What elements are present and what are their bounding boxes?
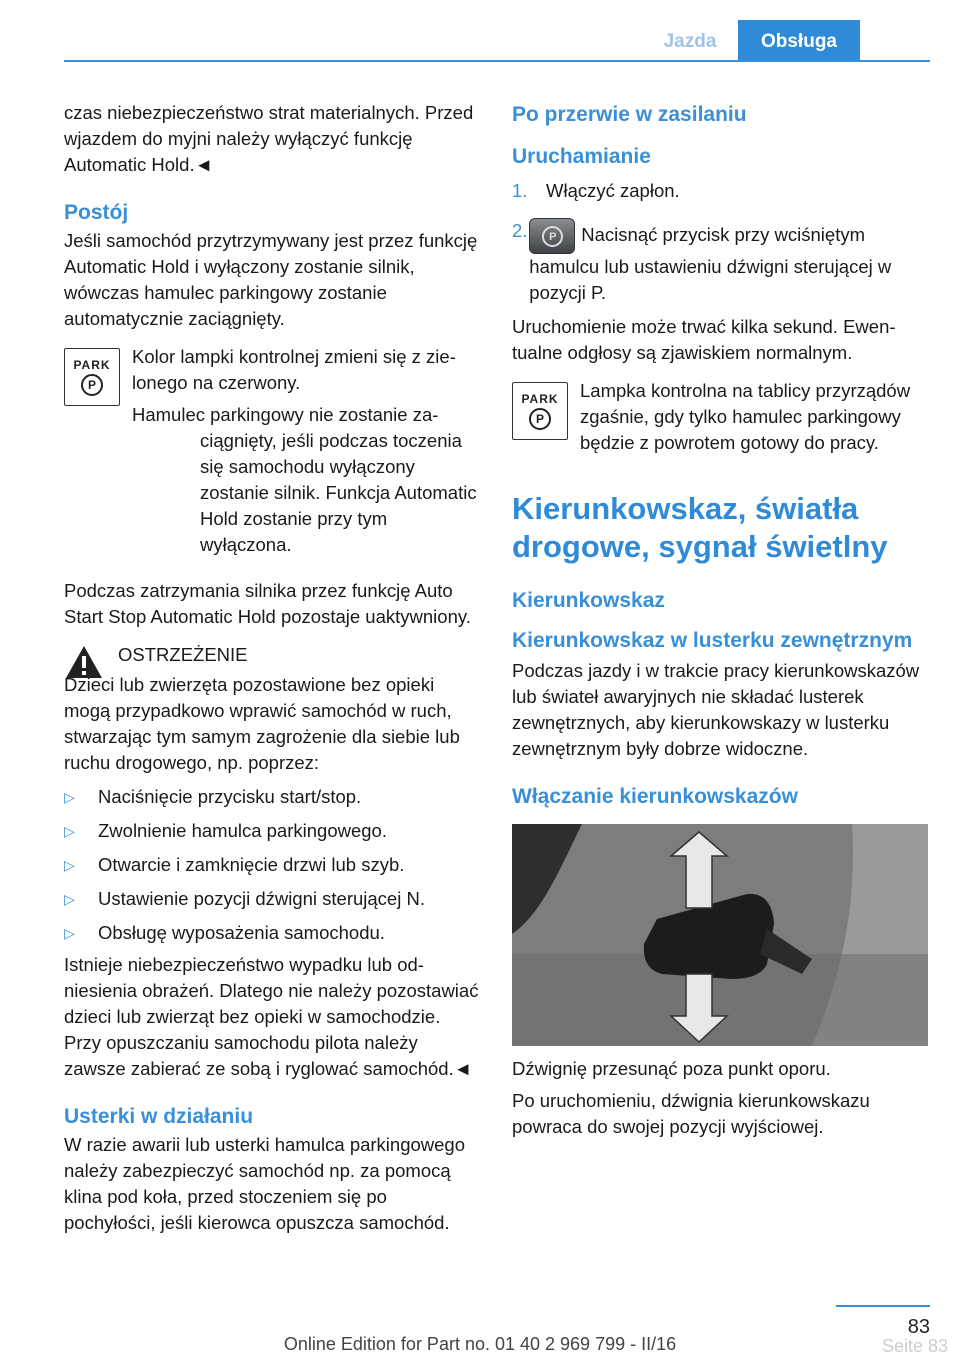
uruchomienie-paragraph: Uruchomienie może trwać kilka sekund. Ewentualne odgłosy są zjawiskiem normalnym. <box>512 316 896 363</box>
indicator-color-text: Kolor lampki kontrolnej zmieni się z zielonego na czerwony. <box>132 346 456 393</box>
heading-lusterko: Kierunkowskaz w lusterku zewnętrznym <box>512 629 913 652</box>
bullet-text: Naciśnięcie przycisku start/stop. <box>98 786 362 807</box>
park-label: PARK <box>521 392 559 406</box>
bullet-triangle-icon: ▷ <box>64 857 75 873</box>
warning-end-paragraph: Istnieje niebezpieczeństwo wypadku lub odniesienia obrażeń. Dlatego nie należy pozostawiać dzieci lub zwierząt bez opieki w samochodzie. Przy opuszczaniu samochodu pilota należy zawsze zabierać ze sobą i ryglować samochód.◄ <box>64 954 479 1079</box>
list-item <box>64 886 482 912</box>
step-text: Włączyć zapłon. <box>546 180 680 201</box>
bullet-triangle-icon: ▷ <box>64 823 75 839</box>
heading-wlaczanie: Włączanie kierunkowskazów <box>512 785 798 808</box>
bullet-text: Zwolnienie hamulca parkingowego. <box>98 820 387 841</box>
intro-paragraph: czas niebezpieczeństwo strat materialnych. Przed wjazdem do myjni należy wyłączyć funkcję Automatic Hold.◄ <box>64 102 474 175</box>
list-item <box>512 178 928 204</box>
footer-rule <box>836 1305 930 1307</box>
park-indicator-note <box>64 344 482 558</box>
tab-obsluga[interactable]: Obsługa <box>738 20 860 62</box>
heading-uruchamianie: Uruchamianie <box>512 145 651 168</box>
bullet-triangle-icon: ▷ <box>64 891 75 907</box>
warning-box <box>64 642 482 776</box>
bullet-text: Ustawienie pozycji dźwigni sterującej N. <box>98 888 425 909</box>
park-symbol: P <box>81 374 103 396</box>
park-indicator-note-2 <box>512 378 928 456</box>
postoj-paragraph: Jeśli samochód przytrzymywany jest przez funkcję Automatic Hold i wyłączony zostanie silnik, wówczas hamulec parkingowy zostanie automatycznie zaciągnięty. <box>64 230 478 329</box>
bullet-triangle-icon: ▷ <box>64 789 75 805</box>
heading-usterki: Usterki w działaniu <box>64 1105 254 1128</box>
header-rule <box>64 60 930 62</box>
turn-signal-lever-photo <box>512 824 928 1046</box>
parking-brake-button-icon: P <box>529 218 575 254</box>
bullet-text: Otwarcie i zamknięcie drzwi lub szyb. <box>98 854 405 875</box>
page-number: 83 <box>907 1316 930 1338</box>
right-column <box>512 100 928 1140</box>
chapter-title: Kierunkowskaz, światła drogowe, sygnał świetlny <box>512 491 888 564</box>
heading-po-przerwie: Po przerwie w zasilaniu <box>512 103 747 126</box>
park-brake-icon <box>512 382 568 440</box>
heading-kierunkowskaz: Kierunkowskaz <box>512 589 665 612</box>
left-column <box>64 100 482 1236</box>
list-item <box>512 218 928 306</box>
warning-title: OSTRZEŻENIE <box>118 644 248 665</box>
step-number: 2. <box>512 220 528 241</box>
park-symbol: P <box>529 408 551 430</box>
auto-start-stop-paragraph: Podczas zatrzymania silnika przez funkcję Auto Start Stop Automatic Hold pozostaje uaktywniony. <box>64 580 471 627</box>
usterki-paragraph: W razie awarii lub usterki hamulca parkingowego należy zabezpieczyć samochód np. za pomocą klina pod koła, przed stoczeniem się po pochyłości, jeśli kierowca opuszcza samochód. <box>64 1134 466 1233</box>
bullet-text: Obsługę wyposażenia samochodu. <box>98 922 385 943</box>
warning-text: Dzieci lub zwierzęta pozostawione bez opieki mogą przypadkowo wprawić samochód w ruch, stwarzając tym samym zagrożenie dla siebie lub ruchu drogowego, np. poprzez: <box>64 674 460 773</box>
bullet-triangle-icon: ▷ <box>64 925 75 941</box>
list-item <box>64 920 482 946</box>
park-label: PARK <box>73 358 111 372</box>
park-brake-icon <box>64 348 120 406</box>
dzwignia-paragraph: Dźwignię przesunąć poza punkt oporu. <box>512 1058 831 1079</box>
lusterko-paragraph: Podczas jazdy i w trakcie pracy kierunkowskazów lub świateł awaryjnych nie składać lusterek zewnętrznych, aby kierunkowskazy w lusterku zewnętrznym były dobrze widoczne. <box>512 660 920 759</box>
heading-postoj: Postój <box>64 201 129 224</box>
powrot-paragraph: Po uruchomieniu, dźwignia kierunkowskazu powraca do swojej pozycji wyjściowej. <box>512 1090 870 1137</box>
indicator-brake-text: Hamulec parkingowy nie zostanie zaciągnięty, jeśli podczas toczenia się samochodu wyłączony zostanie silnik. Funkcja Automatic Hold zostanie przy tym wyłączona. <box>132 404 477 555</box>
footer-edition: Online Edition for Part no. 01 40 2 969 799 - II/16 <box>283 1334 677 1354</box>
step-number: 1. <box>512 180 528 201</box>
watermark: Seite 83 <box>881 1336 948 1356</box>
list-item <box>64 852 482 878</box>
step-text: Nacisnąć przycisk przy wciśniętym hamulcu lub ustawieniu dźwigni sterującej w pozycji P. <box>529 223 892 303</box>
tab-jazda[interactable]: Jazda <box>663 31 717 52</box>
list-item <box>64 784 482 810</box>
list-item <box>64 818 482 844</box>
indicator-off-text: Lampka kontrolna na tablicy przyrządów zgaśnie, gdy tylko hamulec parkingowy będzie z powrotem gotowy do pracy. <box>580 380 911 453</box>
